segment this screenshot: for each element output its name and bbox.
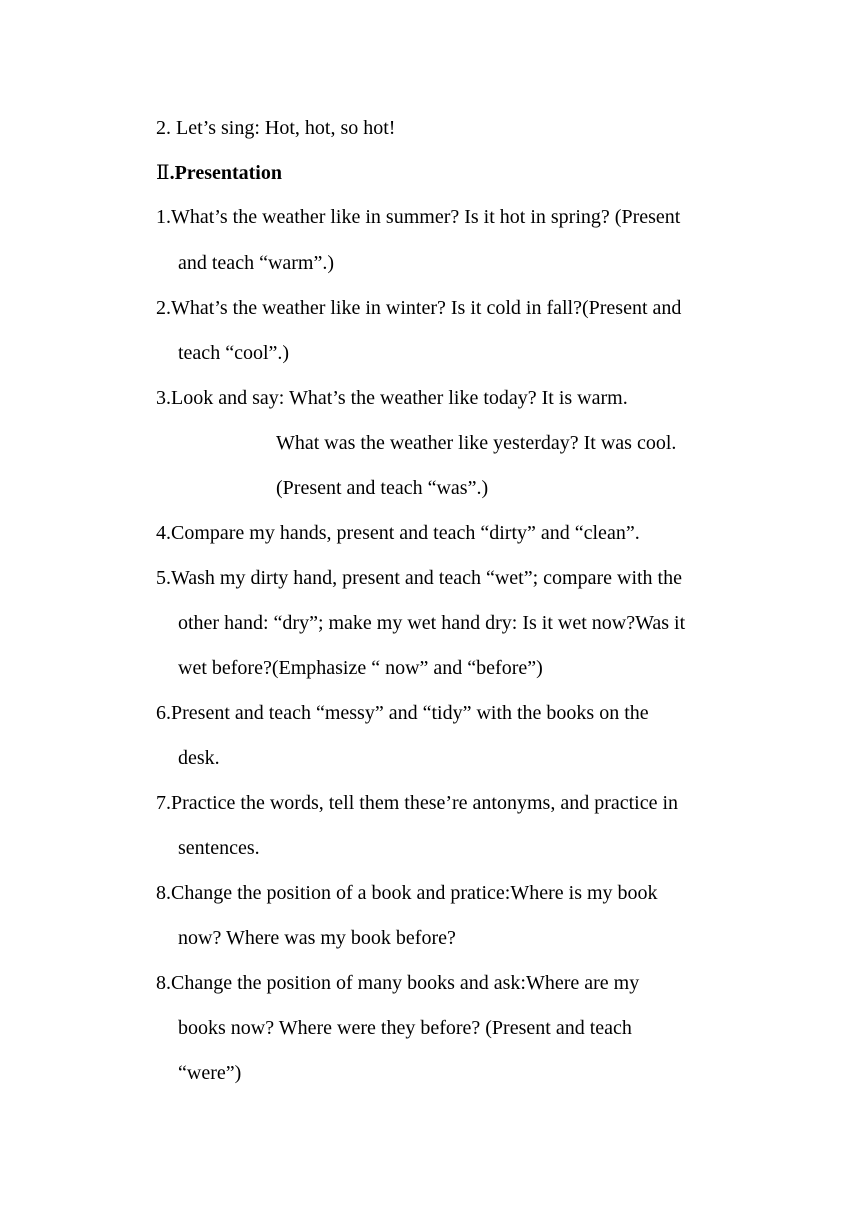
item-8b-line-2: books now? Where were they before? (Present and teach (178, 1017, 632, 1039)
item-1-line-2: and teach “warm”.) (178, 252, 335, 274)
item-1-line-1: 1.What’s the weather like in summer? Is it hot in spring? (Present (156, 206, 681, 228)
item-8a-line-2: now? Where was my book before? (178, 927, 456, 949)
item-2-line-1: 2.What’s the weather like in winter? Is it cold in fall?(Present and (156, 297, 682, 319)
item-3-line-1: 3.Look and say: What’s the weather like today? It is warm. (156, 387, 628, 409)
section-numeral: Ⅱ (156, 160, 170, 184)
item-5-line-1: 5.Wash my dirty hand, present and teach “wet”; compare with the (156, 567, 682, 589)
item-7-line-1: 7.Practice the words, tell them these’re antonyms, and practice in (156, 792, 679, 814)
section-heading (156, 159, 282, 186)
item-5-line-3: wet before?(Emphasize “ now” and “before”) (178, 657, 543, 679)
item-5-line-2: other hand: “dry”; make my wet hand dry: Is it wet now?Was it (178, 612, 686, 634)
item-6-line-1: 6.Present and teach “messy” and “tidy” with the books on the (156, 702, 649, 724)
item-6-line-2: desk. (178, 747, 220, 769)
section-title: .Presentation (169, 162, 282, 184)
item-3-line-2: What was the weather like yesterday? It was cool. (276, 432, 677, 454)
item-2-line-2: teach “cool”.) (178, 342, 290, 364)
item-8b-line-1: 8.Change the position of many books and ask:Where are my (156, 972, 640, 994)
item-8b-line-3: “were”) (178, 1062, 242, 1084)
item-8a-line-1: 8.Change the position of a book and pratice:Where is my book (156, 882, 658, 904)
item-4-line-1: 4.Compare my hands, present and teach “dirty” and “clean”. (156, 522, 640, 544)
item-3-line-3: (Present and teach “was”.) (276, 477, 489, 499)
intro-item: 2. Let’s sing: Hot, hot, so hot! (156, 117, 396, 139)
item-7-line-2: sentences. (178, 837, 260, 859)
